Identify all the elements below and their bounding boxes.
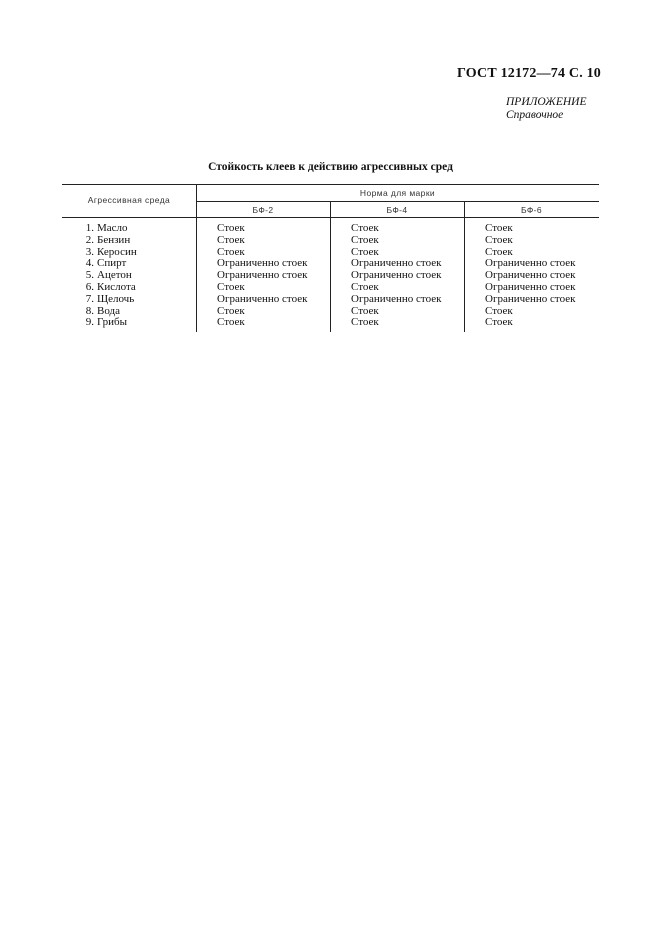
medium-name: Бензин bbox=[97, 233, 131, 246]
cell-bf4: Ограниченно стоек bbox=[351, 292, 442, 305]
medium-name: Грибы bbox=[97, 316, 128, 329]
appendix-label: ПРИЛОЖЕНИЕ bbox=[506, 96, 587, 108]
appendix-type: Справочное bbox=[506, 109, 564, 121]
cell-bf2: Стоек bbox=[217, 280, 245, 293]
cell-bf4: Стоек bbox=[351, 304, 379, 317]
medium-name: Керосин bbox=[97, 245, 137, 258]
medium-name: Спирт bbox=[97, 257, 127, 270]
row-number: 4. bbox=[85, 257, 94, 270]
cell-bf6: Стоек bbox=[485, 222, 513, 234]
cell-bf4: Ограниченно стоек bbox=[351, 257, 442, 270]
table-body bbox=[62, 223, 599, 329]
cell-bf4: Стоек bbox=[351, 280, 379, 293]
table-top-rule bbox=[62, 184, 599, 185]
cell-bf6: Ограниченно стоек bbox=[485, 280, 576, 293]
row-number: 2. bbox=[85, 233, 94, 246]
table-row bbox=[62, 317, 599, 329]
cell-bf2: Стоек bbox=[217, 304, 245, 317]
cell-bf6: Стоек bbox=[485, 304, 513, 317]
header-grade-3: БФ-6 bbox=[520, 205, 543, 215]
table-row bbox=[62, 294, 599, 306]
cell-bf4: Стоек bbox=[351, 233, 379, 246]
row-number: 9. bbox=[85, 316, 94, 329]
table-row bbox=[62, 223, 599, 235]
header-grade-group: Норма для марки bbox=[359, 188, 436, 198]
header-grade-2: БФ-4 bbox=[386, 205, 408, 215]
cell-bf6: Стоек bbox=[485, 233, 513, 246]
medium-name: Масло bbox=[97, 222, 128, 234]
appendix-block bbox=[506, 96, 586, 122]
table-row bbox=[62, 235, 599, 247]
cell-bf2: Стоек bbox=[217, 245, 245, 258]
header-grade-1: БФ-2 bbox=[252, 205, 274, 215]
cell-bf4: Стоек bbox=[351, 316, 379, 329]
cell-bf2: Стоек bbox=[217, 316, 245, 329]
cell-bf4: Стоек bbox=[351, 222, 379, 234]
row-number: 3. bbox=[85, 245, 94, 258]
medium-name: Вода bbox=[97, 304, 120, 317]
page-header: ГОСТ 12172—74 С. 10 bbox=[457, 66, 601, 81]
table-row bbox=[62, 282, 599, 294]
cell-bf2: Стоек bbox=[217, 222, 245, 234]
cell-bf6: Ограниченно стоек bbox=[485, 292, 576, 305]
row-number: 6. bbox=[85, 280, 94, 293]
row-number: 7. bbox=[85, 292, 94, 305]
resistance-table bbox=[62, 184, 599, 332]
medium-name: Щелочь bbox=[97, 292, 135, 305]
row-number: 8. bbox=[85, 304, 94, 317]
cell-bf6: Стоек bbox=[485, 245, 513, 258]
cell-bf6: Ограниченно стоек bbox=[485, 269, 576, 282]
header-mid-rule bbox=[196, 201, 599, 202]
cell-bf2: Ограниченно стоек bbox=[217, 257, 308, 270]
cell-bf6: Ограниченно стоек bbox=[485, 257, 576, 270]
row-number: 5. bbox=[85, 269, 94, 282]
cell-bf4: Стоек bbox=[351, 245, 379, 258]
cell-bf2: Ограниченно стоек bbox=[217, 292, 308, 305]
header-medium: Агрессивная среда bbox=[87, 195, 171, 205]
medium-name: Ацетон bbox=[97, 269, 132, 282]
cell-bf2: Ограниченно стоек bbox=[217, 269, 308, 282]
cell-bf2: Стоек bbox=[217, 233, 245, 246]
medium-name: Кислота bbox=[97, 280, 136, 293]
cell-bf4: Ограниченно стоек bbox=[351, 269, 442, 282]
cell-bf6: Стоек bbox=[485, 316, 513, 329]
row-number: 1. bbox=[85, 222, 94, 234]
table-row bbox=[62, 306, 599, 318]
table-title: Стойкость клеев к действию агрессивных сред bbox=[208, 161, 453, 173]
